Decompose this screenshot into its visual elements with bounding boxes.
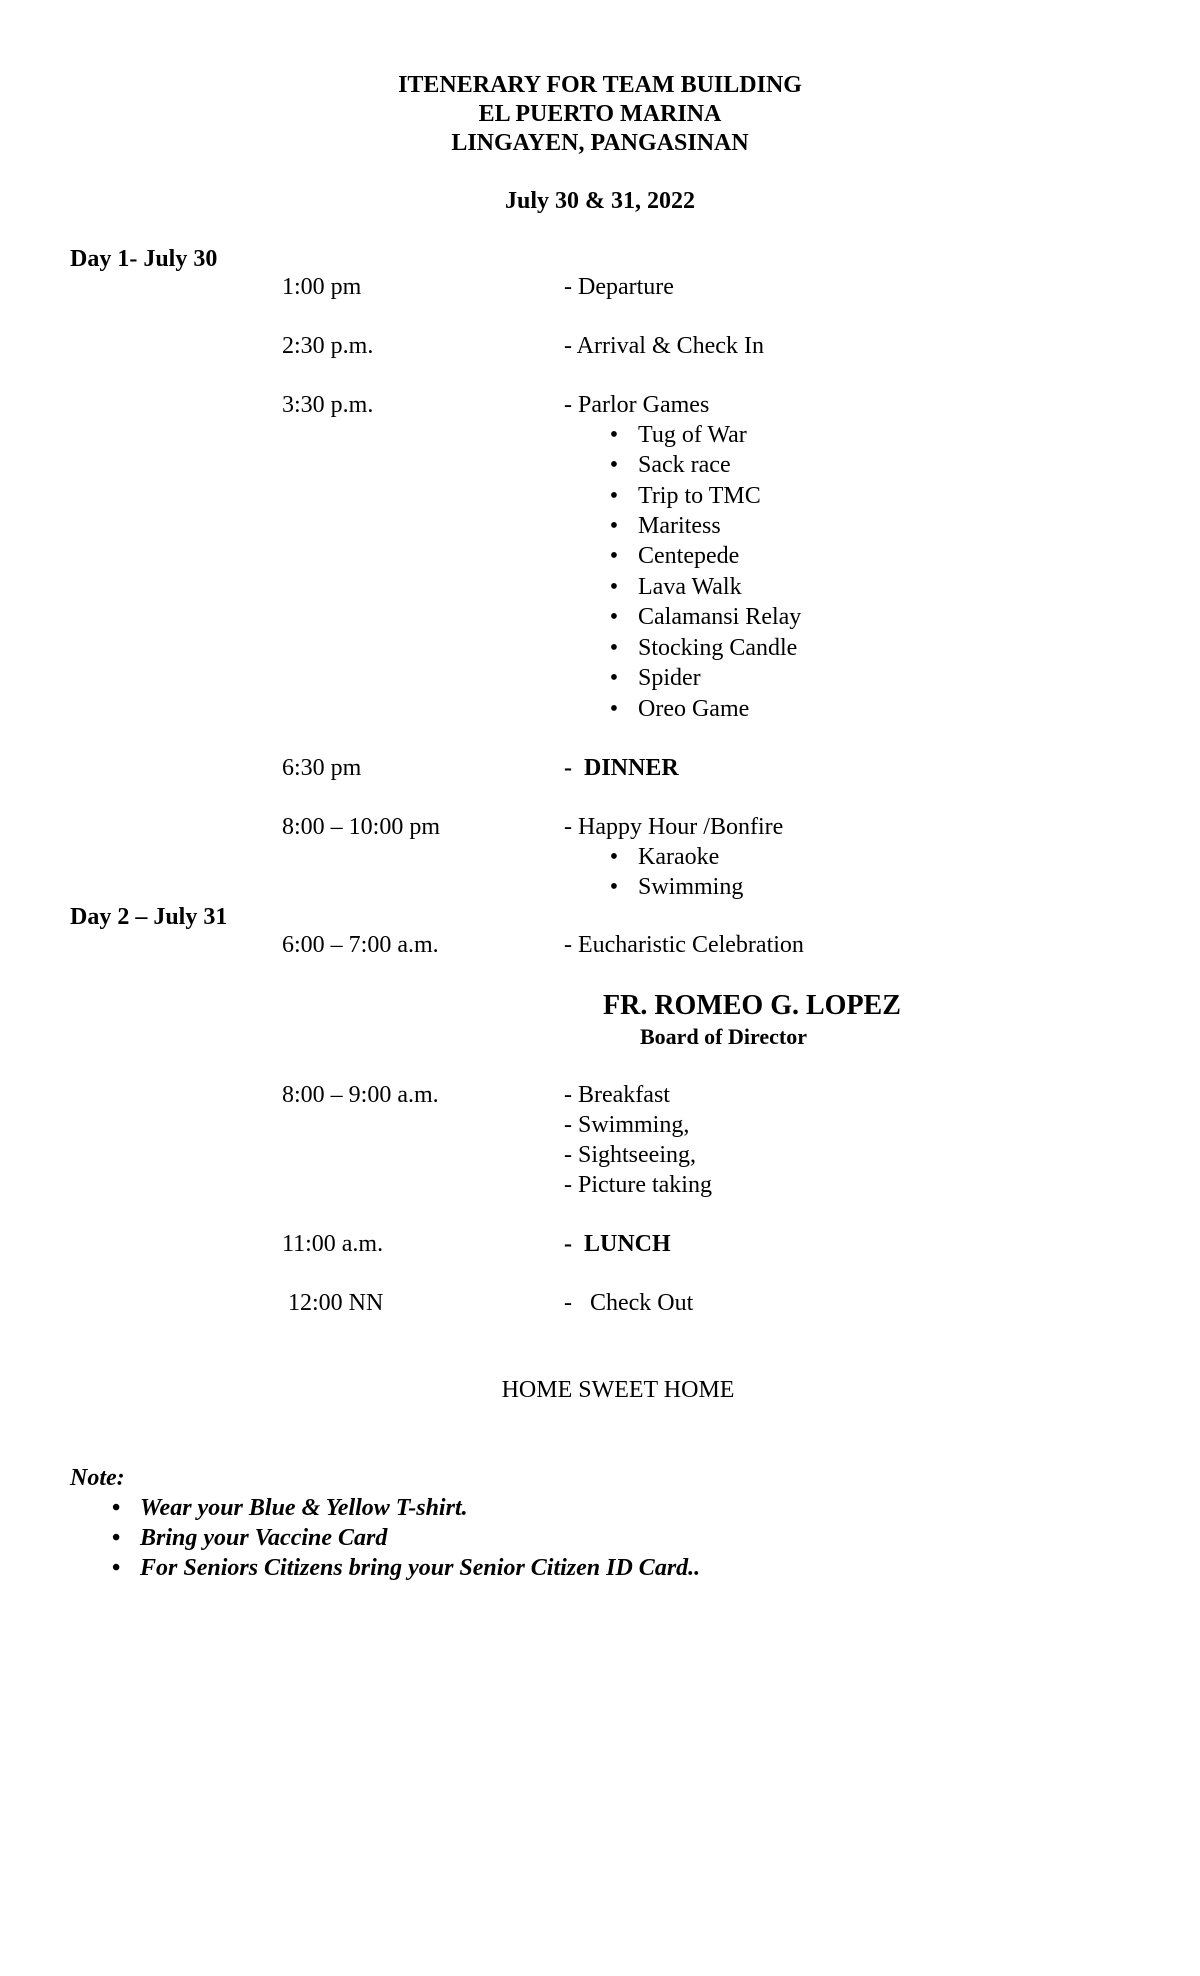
- officiant-name: FR. ROMEO G. LOPEZ: [603, 990, 901, 1021]
- schedule-time: 6:00 – 7:00 a.m.: [282, 932, 439, 958]
- schedule-activity: - Parlor Games: [564, 392, 710, 418]
- schedule-activity: - Check Out: [564, 1290, 694, 1316]
- note-label: Note:: [70, 1465, 125, 1491]
- title-line-2: EL PUERTO MARINA: [478, 101, 722, 127]
- schedule-activity: - Eucharistic Celebration: [564, 932, 804, 958]
- bullet-icon: •: [609, 483, 619, 509]
- schedule-time: 8:00 – 10:00 pm: [282, 814, 441, 840]
- closing-text: HOME SWEET HOME: [501, 1377, 735, 1403]
- schedule-time: 3:30 p.m.: [282, 392, 374, 418]
- title-line-1: ITENERARY FOR TEAM BUILDING: [398, 72, 802, 98]
- schedule-time: 6:30 pm: [282, 755, 362, 781]
- schedule-activity: - Arrival & Check In: [564, 333, 764, 359]
- bullet-icon: •: [609, 543, 619, 569]
- bullet-icon: •: [609, 513, 619, 539]
- schedule-activity: - Departure: [564, 274, 674, 300]
- bullet-icon: •: [111, 1555, 121, 1581]
- bullet-icon: •: [609, 874, 619, 900]
- schedule-activity: - DINNER: [564, 755, 679, 781]
- day2-label: Day 2 – July 31: [70, 904, 228, 930]
- bullet-icon: •: [609, 635, 619, 661]
- day1-label: Day 1- July 30: [70, 246, 218, 272]
- schedule-activity: - Sightseeing,: [564, 1142, 696, 1168]
- schedule-time: 12:00 NN: [282, 1290, 384, 1316]
- bullet-icon: •: [609, 422, 619, 448]
- bullet-icon: •: [609, 452, 619, 478]
- title-line-3: LINGAYEN, PANGASINAN: [451, 130, 749, 156]
- bullet-icon: •: [609, 696, 619, 722]
- bullet-icon: •: [609, 574, 619, 600]
- schedule-activity: - Swimming,: [564, 1112, 690, 1138]
- event-date: July 30 & 31, 2022: [504, 188, 695, 214]
- officiant-title: Board of Director: [640, 1024, 807, 1049]
- schedule-activity: - Breakfast: [564, 1082, 670, 1108]
- schedule-time: 11:00 a.m.: [282, 1231, 384, 1257]
- schedule-activity: - Happy Hour /Bonfire: [564, 814, 784, 840]
- bullet-icon: •: [111, 1525, 121, 1551]
- schedule-activity: - LUNCH: [564, 1231, 671, 1257]
- schedule-time: 1:00 pm: [282, 274, 362, 300]
- bullet-icon: •: [609, 844, 619, 870]
- bullet-icon: •: [111, 1495, 121, 1521]
- schedule-time: 8:00 – 9:00 a.m.: [282, 1082, 439, 1108]
- bullet-icon: •: [609, 604, 619, 630]
- schedule-activity: - Picture taking: [564, 1172, 712, 1198]
- bullet-icon: •: [609, 665, 619, 691]
- schedule-time: 2:30 p.m.: [282, 333, 374, 359]
